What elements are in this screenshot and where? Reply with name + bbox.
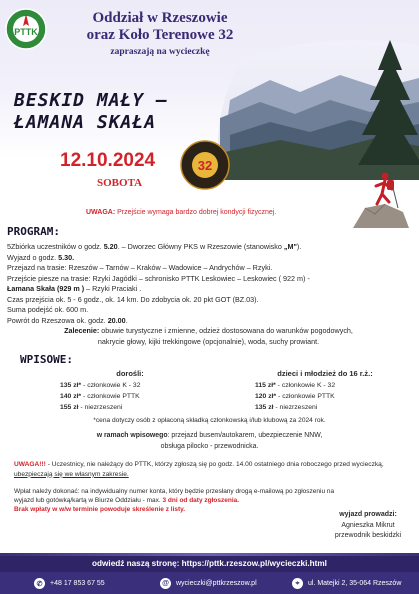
trip-title-line2: ŁAMANA SKAŁA [14,112,157,133]
program-line: Przejście piesze na trasie: Rzyki Jagódki – schronisko PTTK Leskowiec – Leskowiec ( 922 m) - [7,273,310,283]
fees-note: *cena dotyczy osób z opłaconą składką członkowską i/lub klubową za 2024 rok. [93,417,326,424]
logo-text: PTTK [14,27,38,37]
program-text: obuwie turystyczne i zmienne, odzież dostosowana do warunków pogodowych, [99,326,353,335]
fee-label: - niezrzeszeni [273,404,318,411]
warning-label: UWAGA: [86,209,116,216]
fee-row [60,380,200,391]
address-contact [292,578,401,589]
program-text: ). [296,242,302,251]
payment-warning: Brak wpłaty w w/w terminie powoduje skreślenie z listy. [14,506,186,513]
program-line: Przejazd na trasie: Rzeszów – Tarnów – Kraków – Wadowice – Andrychów – Rzyki. [7,263,273,272]
fee-row [255,380,395,391]
header-subtitle: oraz Koło Terenowe 32 [86,27,234,43]
phone-icon: ✆ [34,578,45,589]
fee-label: - członkowie K - 32 [81,382,141,389]
program-text: Powrót do Rzeszowa ok. godz. [7,315,108,325]
insurance-notice [14,460,409,479]
fee-price: 120 zł* [255,393,277,400]
program-line [7,242,410,253]
inclusions-label: w ramach wpisowego [96,432,168,439]
guide-info [318,510,418,542]
program-line [7,284,410,295]
program-text: Wyjazd o godz. [7,252,59,262]
program-text: . [125,315,128,325]
inclusions-line: obsługa pilocko - przewodnicka. [160,443,259,450]
program-line [7,326,410,337]
fees-adults-heading: dorośli: [116,369,144,378]
program-line: nakrycie głowy, kijki trekkingowe (opcjonalnie), woda, suchy prowiant. [97,336,320,346]
program-line: Suma podejść ok. 600 m. [7,305,89,314]
warning-text: Przejście wymaga bardzo dobrej kondycji fizycznej. [115,209,277,216]
inclusions-text: : przejazd busem/autokarem, ubezpieczenie NNW, [167,432,323,439]
fitness-warning [86,209,276,216]
trip-title [14,90,168,134]
fee-price: 135 zł [255,404,274,411]
badge-number: 32 [197,158,213,173]
fee-price: 140 zł* [60,393,82,400]
guide-title: wyjazd prowadzi: [339,511,397,518]
guide-name: Agnieszka Mikrut [341,521,395,529]
bus-stand: „M" [283,242,297,251]
pttk-logo [5,8,47,50]
phone-number: +48 17 853 67 55 [50,580,105,587]
notice-underlined: ubezpieczają się we własnym zakresie. [14,470,129,478]
departure-time: 5.30. [58,252,75,262]
email-icon: @ [160,578,171,589]
fee-row [255,402,395,413]
program-body [7,242,410,347]
trip-weekday: SOBOTA [97,177,143,189]
fee-label: - członkowie PTTK [276,393,335,400]
fee-row [60,402,200,413]
fee-label: - członkowie PTTK [81,393,140,400]
program-line [7,316,410,327]
trip-title-line1: BESKID MAŁY – [14,90,168,111]
postal-address: ul. Matejki 2, 35-064 Rzeszów [308,580,402,587]
program-line [7,253,410,264]
fee-price: 115 zł* [255,382,276,389]
fees-heading: WPISOWE: [20,353,73,366]
fee-price: 135 zł* [60,382,82,389]
website-link[interactable]: odwiedź naszą stronę: https://pttk.rzeszow.pl/wycieczki.html [92,559,327,568]
notice-text: - Uczestnicy, nie należący do PTTK, którzy zgłoszą się po godz. 14.00 ostatniego dnia roboczego przed wycieczką, [45,461,384,468]
header-invite: zapraszają na wycieczkę [110,47,210,57]
fee-row [60,391,200,402]
phone-contact[interactable] [34,578,105,589]
inclusions-line [0,430,419,441]
return-time: 20.00 [107,315,126,325]
fee-label: - niezrzeszeni [78,404,123,411]
header-title: Oddział w Rzeszowie [92,10,228,26]
fees-adults [60,368,200,413]
email-address: wycieczki@pttkrzeszow.pl [176,580,257,587]
fee-price: 155 zł [60,404,79,411]
trip-date: 12.10.2024 [60,150,156,171]
payment-info [14,487,344,514]
summit-name: Łamana Skała (929 m ) [7,284,85,293]
club-badge-icon [180,140,230,190]
payment-deadline: 3 dni od daty zgłoszenia. [162,497,240,504]
location-icon: ⌖ [292,578,303,589]
footer-accent-line [0,553,419,556]
hiker-icon [345,168,413,238]
mountain-landscape-image [197,40,419,180]
email-contact[interactable] [160,578,257,589]
gathering-time: 5.20 [103,242,118,251]
program-heading: PROGRAM: [7,225,60,238]
program-line: Czas przejścia ok. 5 - 6 godz., ok. 14 km. Do zdobycia ok. 20 pkt GOT (BZ.03). [7,294,259,304]
header-block [60,10,260,59]
fee-label: - członkowie K - 32 [275,382,336,389]
fee-row [255,391,395,402]
program-text: – Rzyki Praciaki . [84,284,142,293]
recommendation-label: Zalecenie: [64,326,100,335]
guide-role: przewodnik beskidzki [334,532,402,539]
fees-kids-heading: dzieci i młodzież do 16 r.ż.: [277,369,373,378]
fees-inclusions [0,430,419,452]
program-text: 5Zbiórka uczestników o godz. [7,242,104,251]
notice-label: UWAGA!!! [14,461,46,468]
payment-text: Wpłat należy dokonać: na indywidualny numer konta, który będzie przesłany drogą e-mailową po zgłoszeniu na wyjazd lub gotówką/kartą w Biurze Oddziału - max. [14,488,335,504]
program-text: . – Dworzec Główny PKS w Rzeszowie (stanowisko [117,242,284,251]
fees-kids [255,368,395,413]
